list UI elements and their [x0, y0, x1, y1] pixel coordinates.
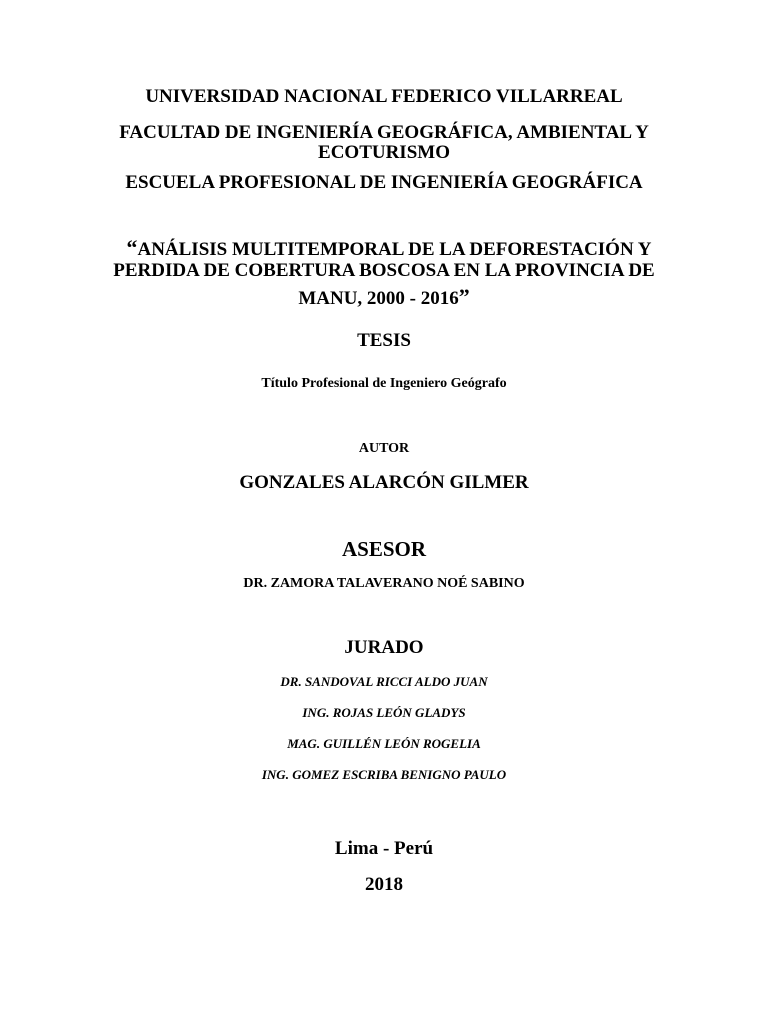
advisor-name: DR. ZAMORA TALAVERANO NOÉ SABINO	[243, 576, 525, 591]
title-close-quote: ”	[458, 285, 470, 309]
school-name: ESCUELA PROFESIONAL DE INGENIERÍA GEOGRÁFICA	[125, 172, 643, 193]
thesis-title-line-3	[0, 285, 768, 310]
title-open-quote: “	[126, 236, 138, 260]
jury-member: ING. ROJAS LEÓN GLADYS	[302, 705, 466, 720]
author-heading: AUTOR	[358, 441, 410, 456]
thesis-title-line-3-text: MANU, 2000 - 2016	[298, 288, 459, 309]
thesis-title-line-2: PERDIDA DE COBERTURA BOSCOSA EN LA PROVINCIA DE	[113, 260, 655, 281]
jury-member: ING. GOMEZ ESCRIBA BENIGNO PAULO	[261, 767, 507, 782]
thesis-title-line-1	[0, 236, 768, 261]
jury-member: MAG. GUILLÉN LEÓN ROGELIA	[287, 736, 481, 751]
author-name: GONZALES ALARCÓN GILMER	[239, 472, 529, 493]
place: Lima - Perú	[334, 838, 434, 859]
faculty-name-line-2: ECOTURISMO	[318, 142, 450, 163]
jury-member: DR. SANDOVAL RICCI ALDO JUAN	[280, 674, 488, 689]
document-type: TESIS	[357, 330, 411, 351]
university-name: UNIVERSIDAD NACIONAL FEDERICO VILLARREAL	[145, 86, 623, 107]
advisor-heading: ASESOR	[341, 537, 427, 561]
faculty-name-line-1: FACULTAD DE INGENIERÍA GEOGRÁFICA, AMBIENTAL Y	[119, 122, 649, 143]
jury-heading: JURADO	[344, 637, 424, 658]
thesis-title-line-1-text: ANÁLISIS MULTITEMPORAL DE LA DEFORESTACIÓN Y	[137, 239, 652, 260]
year: 2018	[365, 874, 403, 895]
degree-title: Título Profesional de Ingeniero Geógrafo	[261, 376, 507, 391]
